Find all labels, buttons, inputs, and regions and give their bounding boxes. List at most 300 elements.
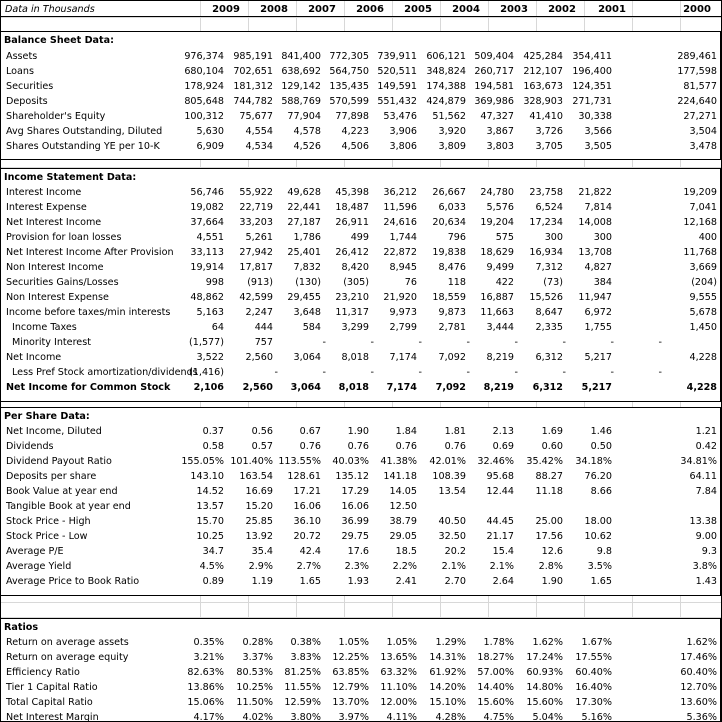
- cell-value: 444: [254, 322, 273, 333]
- cell-value: 21,822: [578, 187, 612, 198]
- cell-value: 13.92: [245, 531, 273, 542]
- cell-value: 0.35%: [193, 637, 224, 648]
- cell-value: 135.12: [335, 471, 369, 482]
- row-label: Dividend Payout Ratio: [6, 456, 112, 467]
- cell-value: 6,312: [532, 382, 563, 393]
- cell-value: 2.1%: [441, 561, 466, 572]
- cell-value: 606,121: [426, 51, 466, 62]
- cell-value: 60.93%: [526, 667, 563, 678]
- cell-value: 9.8: [596, 546, 612, 557]
- cell-value: 30,338: [578, 111, 612, 122]
- cell-value: 0.37: [202, 426, 224, 437]
- cell-value: 32.50: [438, 531, 466, 542]
- cell-value: 18,629: [480, 247, 514, 258]
- cell-value: (1,416): [189, 367, 224, 378]
- cell-value: 60.40%: [680, 667, 717, 678]
- cell-value: 14.05: [389, 486, 417, 497]
- cell-value: 3,444: [486, 322, 514, 333]
- row-label: Loans: [6, 66, 35, 77]
- row-label: Stock Price - High: [6, 516, 91, 527]
- cell-value: -: [466, 367, 470, 378]
- cell-value: -: [418, 337, 422, 348]
- row-label: Net Income: [6, 352, 62, 363]
- cell-value: 224,640: [677, 96, 717, 107]
- cell-value: 0.76: [395, 441, 417, 452]
- cell-value: 1,755: [584, 322, 612, 333]
- cell-value: 12,168: [683, 217, 717, 228]
- cell-value: 7,092: [438, 352, 466, 363]
- row-label: Net Interest Income: [6, 217, 102, 228]
- cell-value: 11.18: [535, 486, 563, 497]
- cell-value: -: [418, 367, 422, 378]
- cell-value: 11.10%: [380, 682, 417, 693]
- cell-value: 2,560: [245, 352, 273, 363]
- cell-value: 1,786: [293, 232, 321, 243]
- cell-value: 64.11: [689, 471, 717, 482]
- cell-value: 11,947: [578, 292, 612, 303]
- cell-value: (73): [543, 277, 563, 288]
- cell-value: 0.38%: [290, 637, 321, 648]
- cell-value: 5.04%: [532, 712, 563, 722]
- cell-value: 48,862: [190, 292, 224, 303]
- cell-value: 36.99: [341, 516, 369, 527]
- row-label: Tier 1 Capital Ratio: [6, 682, 98, 693]
- cell-value: 3.37%: [242, 652, 273, 663]
- cell-value: 5,217: [581, 382, 612, 393]
- cell-value: 680,104: [184, 66, 224, 77]
- cell-value: 0.76: [347, 441, 369, 452]
- cell-value: 0.58: [202, 441, 224, 452]
- cell-value: -: [370, 367, 374, 378]
- cell-value: 12.50: [389, 501, 417, 512]
- cell-value: 18.5: [395, 546, 417, 557]
- cell-value: -: [514, 367, 518, 378]
- cell-value: 12.79%: [332, 682, 369, 693]
- row-label: Return on average equity: [6, 652, 129, 663]
- cell-value: 564,750: [329, 66, 369, 77]
- cell-value: 101.40%: [230, 456, 273, 467]
- year-header-2001: 2001: [598, 4, 626, 15]
- cell-value: 8,476: [438, 262, 466, 273]
- cell-value: 196,400: [572, 66, 612, 77]
- cell-value: 4,554: [245, 126, 273, 137]
- cell-value: 44.45: [486, 516, 514, 527]
- cell-value: 2.3%: [344, 561, 369, 572]
- cell-value: 805,648: [184, 96, 224, 107]
- cell-value: 1.90: [541, 576, 563, 587]
- cell-value: 15.20: [245, 501, 273, 512]
- cell-value: 3,705: [535, 141, 563, 152]
- cell-value: 17.46%: [680, 652, 717, 663]
- cell-value: 4,228: [689, 352, 717, 363]
- cell-value: 20,634: [432, 217, 466, 228]
- cell-value: 2.7%: [296, 561, 321, 572]
- cell-value: 3,669: [689, 262, 717, 273]
- cell-value: 20.72: [293, 531, 321, 542]
- cell-value: 5,217: [584, 352, 612, 363]
- cell-value: 18,559: [432, 292, 466, 303]
- cell-value: 15.60%: [526, 697, 563, 708]
- cell-value: 12.25%: [332, 652, 369, 663]
- year-header-2004: 2004: [452, 4, 480, 15]
- cell-value: 289,461: [677, 51, 717, 62]
- cell-value: 2,799: [389, 322, 417, 333]
- cell-value: 8,945: [389, 262, 417, 273]
- year-header-2006: 2006: [356, 4, 384, 15]
- cell-value: 15.60%: [477, 697, 514, 708]
- cell-value: 80.53%: [236, 667, 273, 678]
- row-label: Provision for loan losses: [6, 232, 122, 243]
- cell-value: 24,780: [480, 187, 514, 198]
- cell-value: 16,934: [529, 247, 563, 258]
- cell-value: 25,401: [287, 247, 321, 258]
- cell-value: (204): [691, 277, 717, 288]
- cell-value: 8,219: [486, 352, 514, 363]
- cell-value: 1.90: [347, 426, 369, 437]
- cell-value: 520,511: [377, 66, 417, 77]
- cell-value: -: [610, 337, 614, 348]
- cell-value: 9,973: [389, 307, 417, 318]
- cell-value: 36.10: [293, 516, 321, 527]
- cell-value: 7,041: [689, 202, 717, 213]
- cell-value: 141.18: [383, 471, 417, 482]
- row-label: Net Income for Common Stock: [6, 382, 171, 393]
- cell-value: 8,018: [338, 382, 369, 393]
- cell-value: 1.05%: [338, 637, 369, 648]
- row-label: Dividends: [6, 441, 54, 452]
- cell-value: 88.27: [535, 471, 563, 482]
- cell-value: 34.7: [202, 546, 224, 557]
- cell-value: 149,591: [377, 81, 417, 92]
- cell-value: 10.25%: [236, 682, 273, 693]
- cell-value: 16.06: [293, 501, 321, 512]
- cell-value: 19,838: [432, 247, 466, 258]
- cell-value: 14.31%: [429, 652, 466, 663]
- cell-value: 29,455: [287, 292, 321, 303]
- cell-value: 32.46%: [477, 456, 514, 467]
- cell-value: 2.9%: [248, 561, 273, 572]
- cell-value: 11,663: [480, 307, 514, 318]
- cell-value: 2.8%: [538, 561, 563, 572]
- cell-value: 9,873: [438, 307, 466, 318]
- cell-value: 5,261: [245, 232, 273, 243]
- cell-value: 12.44: [486, 486, 514, 497]
- cell-value: 29.05: [389, 531, 417, 542]
- cell-value: 1.65: [590, 576, 612, 587]
- cell-value: 11,768: [683, 247, 717, 258]
- cell-value: 108.39: [432, 471, 466, 482]
- cell-value: 7,312: [535, 262, 563, 273]
- cell-value: 56,746: [190, 187, 224, 198]
- cell-value: 1.62%: [686, 637, 717, 648]
- cell-value: 13,708: [578, 247, 612, 258]
- section-title: Ratios: [4, 622, 39, 633]
- cell-value: 2,247: [245, 307, 273, 318]
- cell-value: 509,404: [474, 51, 514, 62]
- cell-value: 17.29: [341, 486, 369, 497]
- row-label: Non Interest Income: [6, 262, 104, 273]
- cell-value: (913): [247, 277, 273, 288]
- cell-value: -: [274, 367, 278, 378]
- cell-value: 13.65%: [380, 652, 417, 663]
- cell-value: 1.05%: [386, 637, 417, 648]
- cell-value: 5,678: [689, 307, 717, 318]
- cell-value: 129,142: [281, 81, 321, 92]
- cell-value: 570,599: [329, 96, 369, 107]
- cell-value: 0.28%: [242, 637, 273, 648]
- cell-value: 35.4: [251, 546, 273, 557]
- cell-value: 17,234: [529, 217, 563, 228]
- cell-value: 64: [211, 322, 224, 333]
- cell-value: 588,769: [281, 96, 321, 107]
- cell-value: 17.30%: [575, 697, 612, 708]
- cell-value: 422: [495, 277, 514, 288]
- year-header-2000: 2000: [683, 4, 711, 15]
- row-label: Net Interest Income After Provision: [6, 247, 174, 258]
- cell-value: 13.57: [196, 501, 224, 512]
- year-header-2003: 2003: [500, 4, 528, 15]
- cell-value: -: [610, 367, 614, 378]
- cell-value: 17,817: [239, 262, 273, 273]
- cell-value: 424,879: [426, 96, 466, 107]
- cell-value: 0.57: [251, 441, 273, 452]
- cell-value: 53,476: [383, 111, 417, 122]
- cell-value: 17.21: [293, 486, 321, 497]
- cell-value: 4.17%: [193, 712, 224, 722]
- cell-value: -: [370, 337, 374, 348]
- cell-value: 35.42%: [526, 456, 563, 467]
- cell-value: 33,203: [239, 217, 273, 228]
- cell-value: 328,903: [523, 96, 563, 107]
- cell-value: 19,082: [190, 202, 224, 213]
- cell-value: 128.61: [287, 471, 321, 482]
- cell-value: 1.67%: [581, 637, 612, 648]
- cell-value: 16.69: [245, 486, 273, 497]
- cell-value: 3.8%: [692, 561, 717, 572]
- cell-value: 10.25: [196, 531, 224, 542]
- section-title: Income Statement Data:: [4, 172, 137, 183]
- cell-value: 81.25%: [284, 667, 321, 678]
- cell-value: 124,351: [572, 81, 612, 92]
- row-label: Stock Price - Low: [6, 531, 88, 542]
- row-label: Non Interest Expense: [6, 292, 109, 303]
- row-label: Assets: [6, 51, 38, 62]
- row-label: Securities Gains/Losses: [6, 277, 119, 288]
- cell-value: 300: [593, 232, 612, 243]
- cell-value: 13.60%: [680, 697, 717, 708]
- cell-value: 1,450: [689, 322, 717, 333]
- caption-data-in-thousands: Data in Thousands: [5, 4, 95, 15]
- cell-value: 17.24%: [526, 652, 563, 663]
- cell-value: 27,187: [287, 217, 321, 228]
- cell-value: 177,598: [677, 66, 717, 77]
- cell-value: 354,411: [572, 51, 612, 62]
- cell-value: 13.54: [438, 486, 466, 497]
- cell-value: 14.40%: [477, 682, 514, 693]
- cell-value: 2.70: [444, 576, 466, 587]
- cell-value: 29.75: [341, 531, 369, 542]
- cell-value: 757: [254, 337, 273, 348]
- cell-value: 22,441: [287, 202, 321, 213]
- cell-value: 12.00%: [380, 697, 417, 708]
- cell-value: 16.40%: [575, 682, 612, 693]
- cell-value: 2,335: [535, 322, 563, 333]
- cell-value: 4.02%: [242, 712, 273, 722]
- cell-value: 15.70: [196, 516, 224, 527]
- cell-value: 1.46: [590, 426, 612, 437]
- cell-value: (130): [295, 277, 321, 288]
- cell-value: 3.80%: [290, 712, 321, 722]
- cell-value: 2.1%: [489, 561, 514, 572]
- cell-value: 7.84: [695, 486, 717, 497]
- cell-value: 400: [698, 232, 717, 243]
- cell-value: 1,744: [389, 232, 417, 243]
- cell-value: 0.42: [695, 441, 717, 452]
- cell-value: 1.78%: [483, 637, 514, 648]
- cell-value: 25.85: [245, 516, 273, 527]
- cell-value: 25.00: [535, 516, 563, 527]
- cell-value: 77,904: [287, 111, 321, 122]
- row-label: Avg Shares Outstanding, Diluted: [6, 126, 163, 137]
- cell-value: 4.28%: [435, 712, 466, 722]
- cell-value: 18.00: [584, 516, 612, 527]
- cell-value: 425,284: [523, 51, 563, 62]
- cell-value: 143.10: [190, 471, 224, 482]
- cell-value: 41.38%: [380, 456, 417, 467]
- cell-value: 18.27%: [477, 652, 514, 663]
- cell-value: 113.55%: [278, 456, 321, 467]
- cell-value: 4,223: [341, 126, 369, 137]
- cell-value: 13.38: [689, 516, 717, 527]
- cell-value: 1.69: [541, 426, 563, 437]
- cell-value: -: [658, 367, 662, 378]
- cell-value: 22,719: [239, 202, 273, 213]
- cell-value: 34.18%: [575, 456, 612, 467]
- cell-value: 26,911: [335, 217, 369, 228]
- row-label: Shareholder's Equity: [6, 111, 106, 122]
- cell-value: 1.19: [251, 576, 273, 587]
- cell-value: 34.81%: [680, 456, 717, 467]
- cell-value: 57.00%: [477, 667, 514, 678]
- cell-value: 7,174: [389, 352, 417, 363]
- cell-value: 638,692: [281, 66, 321, 77]
- cell-value: 15.4: [492, 546, 514, 557]
- row-label: Book Value at year end: [6, 486, 118, 497]
- cell-value: 41,410: [529, 111, 563, 122]
- cell-value: 2.2%: [392, 561, 417, 572]
- cell-value: -: [658, 337, 662, 348]
- cell-value: 12.70%: [680, 682, 717, 693]
- cell-value: 76: [404, 277, 417, 288]
- cell-value: 3,566: [584, 126, 612, 137]
- cell-value: 3,920: [438, 126, 466, 137]
- cell-value: 17.55%: [575, 652, 612, 663]
- cell-value: 3,803: [486, 141, 514, 152]
- cell-value: 3,809: [438, 141, 466, 152]
- cell-value: 174,388: [426, 81, 466, 92]
- cell-value: 51,562: [432, 111, 466, 122]
- cell-value: 77,898: [335, 111, 369, 122]
- cell-value: 5,576: [486, 202, 514, 213]
- cell-value: 985,191: [233, 51, 273, 62]
- cell-value: 2,781: [438, 322, 466, 333]
- row-label: Return on average assets: [6, 637, 129, 648]
- section-title: Balance Sheet Data:: [4, 35, 114, 46]
- cell-value: 19,209: [683, 187, 717, 198]
- cell-value: 49,628: [287, 187, 321, 198]
- cell-value: (1,577): [189, 337, 224, 348]
- cell-value: -: [562, 367, 566, 378]
- cell-value: 1.21: [695, 426, 717, 437]
- cell-value: 3.97%: [338, 712, 369, 722]
- cell-value: 19,204: [480, 217, 514, 228]
- cell-value: 63.85%: [332, 667, 369, 678]
- cell-value: 26,412: [335, 247, 369, 258]
- cell-value: 21,920: [383, 292, 417, 303]
- cell-value: 11.50%: [236, 697, 273, 708]
- cell-value: -: [514, 337, 518, 348]
- cell-value: 11,317: [335, 307, 369, 318]
- cell-value: 26,667: [432, 187, 466, 198]
- row-label: Income before taxes/min interests: [6, 307, 171, 318]
- cell-value: 739,911: [377, 51, 417, 62]
- cell-value: 499: [350, 232, 369, 243]
- cell-value: 6,972: [584, 307, 612, 318]
- cell-value: 702,651: [233, 66, 273, 77]
- cell-value: 4,506: [341, 141, 369, 152]
- cell-value: 300: [544, 232, 563, 243]
- cell-value: 976,374: [184, 51, 224, 62]
- cell-value: 3,504: [689, 126, 717, 137]
- cell-value: 63.32%: [380, 667, 417, 678]
- cell-value: 21.17: [486, 531, 514, 542]
- cell-value: 1.62%: [532, 637, 563, 648]
- cell-value: 15.06%: [187, 697, 224, 708]
- cell-value: 100,312: [184, 111, 224, 122]
- cell-value: 3.83%: [290, 652, 321, 663]
- cell-value: 178,924: [184, 81, 224, 92]
- cell-value: 7,092: [435, 382, 466, 393]
- cell-value: 23,210: [335, 292, 369, 303]
- cell-value: 11.55%: [284, 682, 321, 693]
- cell-value: 163.54: [239, 471, 273, 482]
- cell-value: 271,731: [572, 96, 612, 107]
- cell-value: 95.68: [486, 471, 514, 482]
- cell-value: 163,673: [523, 81, 563, 92]
- cell-value: 6,033: [438, 202, 466, 213]
- cell-value: 10.62: [584, 531, 612, 542]
- cell-value: 17.56: [535, 531, 563, 542]
- cell-value: 38.79: [389, 516, 417, 527]
- row-label: Tangible Book at year end: [6, 501, 131, 512]
- cell-value: 23,758: [529, 187, 563, 198]
- cell-value: 12.6: [541, 546, 563, 557]
- row-label: Efficiency Ratio: [6, 667, 80, 678]
- cell-value: 3,478: [689, 141, 717, 152]
- row-label: Less Pref Stock amortization/dividends: [12, 367, 198, 378]
- cell-value: 0.76: [444, 441, 466, 452]
- cell-value: 6,312: [535, 352, 563, 363]
- row-label: Minority Interest: [12, 337, 91, 348]
- cell-value: 14.52: [196, 486, 224, 497]
- cell-value: 1.93: [347, 576, 369, 587]
- cell-value: 27,942: [239, 247, 273, 258]
- cell-value: 3,726: [535, 126, 563, 137]
- cell-value: 15.10%: [429, 697, 466, 708]
- cell-value: 81,577: [683, 81, 717, 92]
- cell-value: 16.06: [341, 501, 369, 512]
- cell-value: 4,228: [686, 382, 717, 393]
